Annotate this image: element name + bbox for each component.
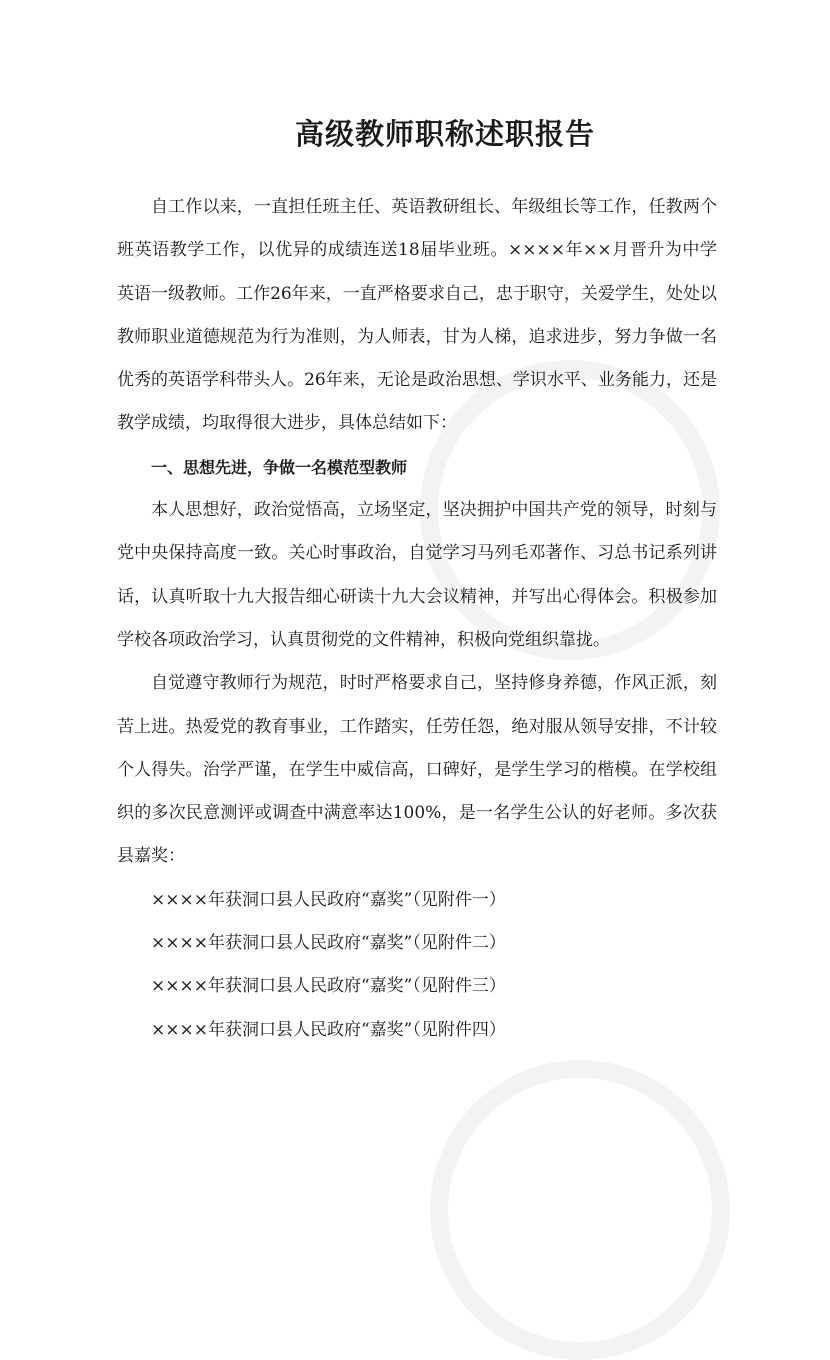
watermark-seal-lower — [430, 1060, 730, 1360]
section-paragraph: 自觉遵守教师行为规范，时时严格要求自己，坚持修身养德，作风正派，刻苦上进。热爱党的教育事业，工作踏实，任劳任怨，绝对服从领导安排，不计较个人得失。治学严谨，在学生中威信高，口碑好，是学生学习的楷模。在学校组织的多次民意测评或调查中满意率达100%，是一名学生公认的好老师。多次获县嘉奖： — [117, 673, 717, 867]
document-body — [117, 186, 717, 1052]
award-item: ××××年获洞口县人民政府“嘉奖”（见附件三） — [151, 976, 506, 997]
award-item: ××××年获洞口县人民政府“嘉奖”（见附件四） — [151, 1019, 506, 1040]
award-item: ××××年获洞口县人民政府“嘉奖”（见附件二） — [151, 933, 506, 954]
section-heading: 一、思想先进，争做一名模范型教师 — [151, 457, 408, 477]
award-item: ××××年获洞口县人民政府“嘉奖”（见附件一） — [151, 889, 506, 910]
section-paragraph: 本人思想好，政治觉悟高，立场坚定，坚决拥护中国共产党的领导，时刻与党中央保持高度一致。关心时事政治，自觉学习马列毛邓著作、习总书记系列讲话，认真听取十九大报告细心研读十九大会议精神，并写出心得体会。积极参加学校各项政治学习，认真贯彻党的文件精神，积极向党组织靠拢。 — [117, 500, 717, 650]
intro-paragraph: 自工作以来，一直担任班主任、英语教研组长、年级组长等工作，任教两个班英语教学工作，以优异的成绩连送18届毕业班。××××年××月晋升为中学英语一级教师。工作26年来，一直严格要求自己，忠于职守，关爱学生，处处以教师职业道德规范为行为准则，为人师表，甘为人梯，追求进步，努力争做一名优秀的英语学科带头人。26年来，无论是政治思想、学识水平、业务能力，还是教学成绩，均取得很大进步，具体总结如下： — [117, 197, 717, 434]
document-title: 高级教师职称述职报告 — [294, 117, 595, 151]
